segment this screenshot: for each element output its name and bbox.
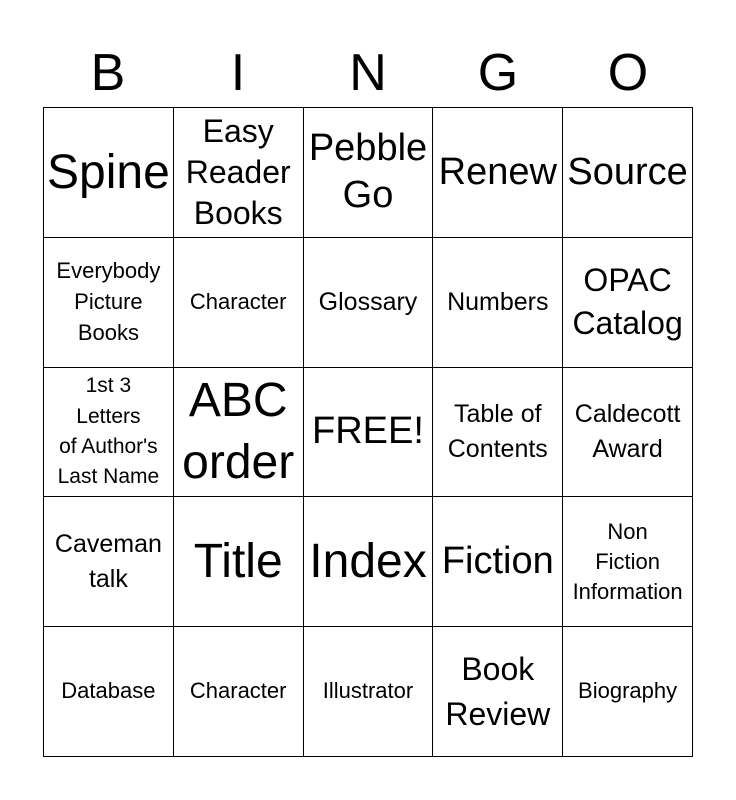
bingo-cell[interactable]: Pebble Go [304,108,434,238]
bingo-cell[interactable]: Index [304,497,434,627]
bingo-cell[interactable]: FREE! [304,368,434,498]
bingo-header [43,40,693,106]
bingo-cell[interactable]: Fiction [433,497,563,627]
bingo-cell[interactable]: Non Fiction Information [563,497,693,627]
bingo-cell[interactable]: Character [174,627,304,757]
header-letter-b: B [90,44,126,102]
bingo-cell[interactable]: Table of Contents [433,368,563,498]
bingo-cell[interactable]: Everybody Picture Books [44,238,174,368]
bingo-cell[interactable]: Database [44,627,174,757]
bingo-cell[interactable]: Easy Reader Books [174,108,304,238]
bingo-cell[interactable]: Book Review [433,627,563,757]
bingo-cell[interactable]: Spine [44,108,174,238]
bingo-cell[interactable]: Renew [433,108,563,238]
header-letter-g: G [477,44,519,102]
header-letter-n: N [349,44,387,102]
bingo-board [43,107,693,757]
bingo-cell[interactable]: Glossary [304,238,434,368]
bingo-cell[interactable]: ABC order [174,368,304,498]
bingo-cell[interactable]: Numbers [433,238,563,368]
bingo-cell[interactable]: Biography [563,627,693,757]
bingo-cell[interactable]: 1st 3 Letters of Author's Last Name [44,368,174,498]
bingo-cell[interactable]: Caveman talk [44,497,174,627]
bingo-cell[interactable]: Character [174,238,304,368]
bingo-cell[interactable]: Title [174,497,304,627]
bingo-cell[interactable]: OPAC Catalog [563,238,693,368]
bingo-cell[interactable]: Illustrator [304,627,434,757]
bingo-cell[interactable]: Source [563,108,693,238]
header-letter-i: I [230,44,246,102]
header-letter-o: O [607,44,649,102]
bingo-cell[interactable]: Caldecott Award [563,368,693,498]
